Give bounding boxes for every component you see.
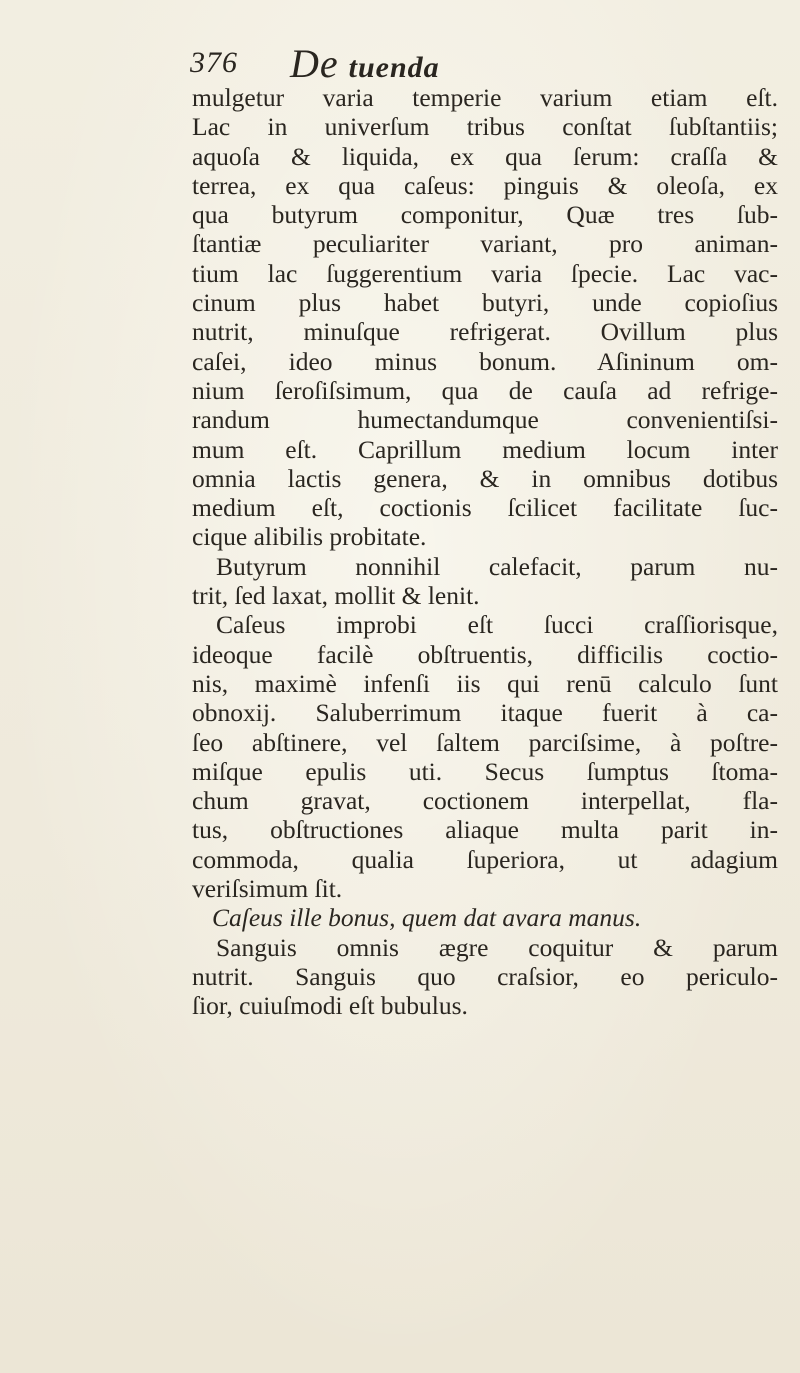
text-line: trit, ſed laxat, mollit & lenit. [192, 581, 480, 611]
running-title-part2: tuenda [348, 51, 440, 84]
text-line: nutrit. Sanguis quo craſsior, eo periculo- [192, 961, 778, 991]
text-line: tus, obſtructiones aliaque multa parit in- [192, 815, 778, 845]
text-line: nium ſeroſiſsimum, qua de cauſa ad refrige- [192, 375, 778, 405]
text-line: cinum plus habet butyri, unde copioſius [192, 288, 778, 318]
text-line: omnia lactis genera, & in omnibus dotibus [192, 463, 778, 493]
text-line: veriſsimum ſit. [192, 874, 343, 904]
text-line: Butyrum nonnihil calefacit, parum nu- [216, 551, 778, 581]
text-line: ſeo abſtinere, vel ſaltem parciſsime, à poſtre- [192, 727, 778, 757]
text-line: tium lac ſuggerentium varia ſpecie. Lac vac- [192, 258, 778, 288]
text-line: ſtantiæ peculiariter variant, pro animan- [192, 229, 778, 259]
text-line: terrea, ex qua caſeus: pinguis & oleoſa, ex [192, 170, 778, 200]
text-line: Sanguis omnis ægre coquitur & parum [216, 932, 778, 962]
running-title-part1: De [290, 41, 339, 86]
text-line: miſque epulis uti. Secus ſumptus ſtoma- [192, 756, 778, 786]
text-line: Lac in univerſum tribus conſtat ſubſtantiis; [192, 112, 778, 142]
text-line: aquoſa & liquida, ex qua ſerum: craſſa & [192, 141, 778, 171]
text-line: Caſeus ille bonus, quem dat avara manus. [212, 903, 642, 933]
text-line: caſei, ideo minus bonum. Aſininum om- [192, 346, 778, 376]
running-title [290, 40, 440, 87]
page-number: 376 [190, 46, 238, 79]
text-line: ſior, cuiuſmodi eſt bubulus. [192, 991, 468, 1021]
text-line: obnoxij. Saluberrimum itaque fuerit à ca- [192, 698, 778, 728]
text-line: ideoque facilè obſtruentis, difficilis coctio- [192, 639, 778, 669]
text-line: nutrit, minuſque refrigerat. Ovillum plus [192, 317, 778, 347]
text-line: chum gravat, coctionem interpellat, fla- [192, 786, 778, 816]
text-line: commoda, qualia ſuperiora, ut adagium [192, 844, 778, 874]
text-line: qua butyrum componitur, Quæ tres ſub- [192, 200, 778, 230]
text-line: mulgetur varia temperie varium etiam eſt. [192, 83, 778, 112]
text-line: Caſeus improbi eſt ſucci craſſiorisque, [216, 610, 778, 640]
body-text [192, 83, 778, 1021]
text-line: nis, maximè infenſi iis qui renū calculo ſunt [192, 668, 778, 698]
text-line: randum humectandumque convenientiſsi- [192, 405, 778, 435]
text-line: mum eſt. Caprillum medium locum inter [192, 434, 778, 464]
text-line: cique alibilis probitate. [192, 522, 427, 552]
text-line: medium eſt, coctionis ſcilicet facilitate ſuc- [192, 493, 778, 523]
